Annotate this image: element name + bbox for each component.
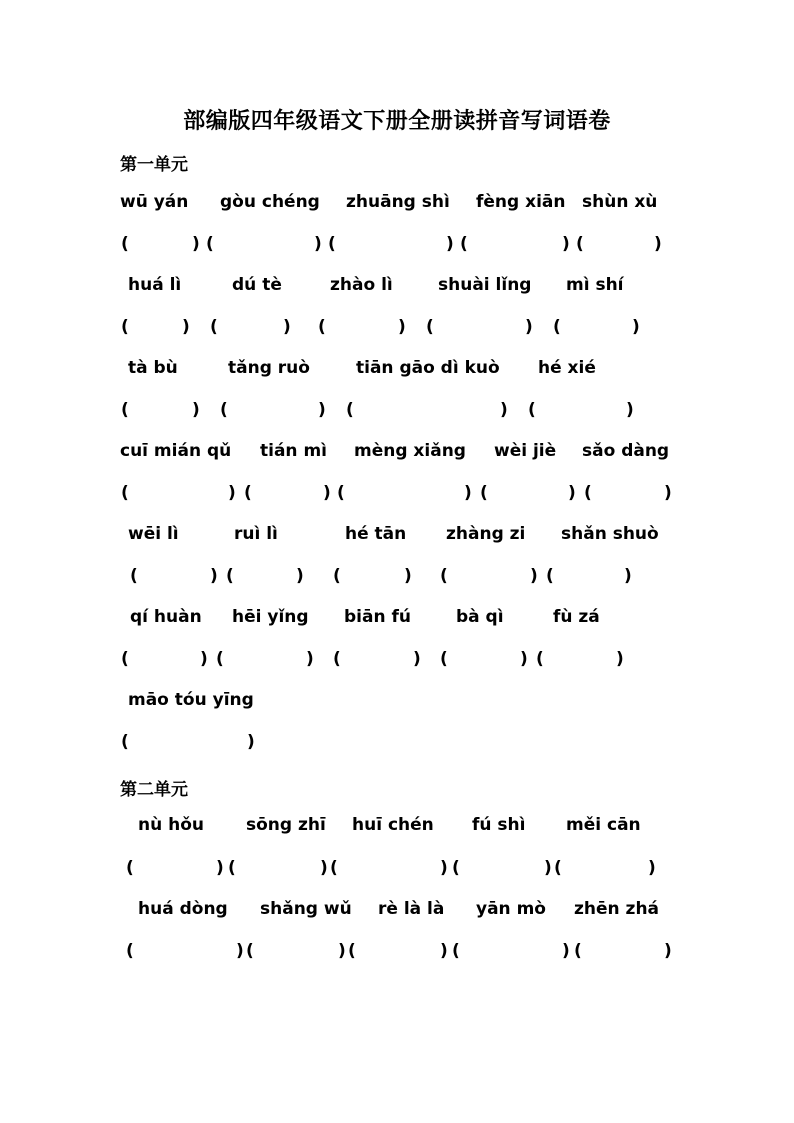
close-paren: ) <box>318 400 326 420</box>
open-paren: ( <box>440 566 448 586</box>
close-paren: ) <box>440 941 448 961</box>
pinyin-word: qí huàn <box>130 607 202 627</box>
pinyin-word: wū yán <box>120 192 189 212</box>
pinyin-word: cuī mián qǔ <box>120 441 232 461</box>
open-paren: ( <box>440 649 448 669</box>
open-paren: ( <box>330 858 338 878</box>
pinyin-word: sǎo dàng <box>582 441 670 461</box>
close-paren: ) <box>306 649 314 669</box>
open-paren: ( <box>452 941 460 961</box>
open-paren: ( <box>126 858 134 878</box>
pinyin-word: shǎng wǔ <box>260 899 352 919</box>
pinyin-word: huá lì <box>128 275 182 295</box>
section-heading: 第一单元 <box>120 155 188 175</box>
open-paren: ( <box>553 317 561 337</box>
pinyin-word: shuài lǐng <box>438 275 532 295</box>
close-paren: ) <box>648 858 656 878</box>
open-paren: ( <box>210 317 218 337</box>
open-paren: ( <box>216 649 224 669</box>
pinyin-word: tǎng ruò <box>228 358 310 378</box>
close-paren: ) <box>210 566 218 586</box>
open-paren: ( <box>536 649 544 669</box>
pinyin-word: biān fú <box>344 607 411 627</box>
pinyin-word: hé tān <box>345 524 407 544</box>
pinyin-word: fèng xiān <box>476 192 566 212</box>
open-paren: ( <box>318 317 326 337</box>
pinyin-word: měi cān <box>566 815 641 835</box>
close-paren: ) <box>247 732 255 752</box>
open-paren: ( <box>328 234 336 254</box>
open-paren: ( <box>426 317 434 337</box>
pinyin-word: mì shí <box>566 275 624 295</box>
close-paren: ) <box>664 941 672 961</box>
close-paren: ) <box>440 858 448 878</box>
close-paren: ) <box>404 566 412 586</box>
close-paren: ) <box>296 566 304 586</box>
open-paren: ( <box>546 566 554 586</box>
close-paren: ) <box>500 400 508 420</box>
close-paren: ) <box>338 941 346 961</box>
page-title: 部编版四年级语文下册全册读拼音写词语卷 <box>183 109 611 134</box>
open-paren: ( <box>554 858 562 878</box>
close-paren: ) <box>398 317 406 337</box>
pinyin-word: zhēn zhá <box>574 899 660 919</box>
pinyin-word: rè là là <box>378 899 445 919</box>
open-paren: ( <box>528 400 536 420</box>
open-paren: ( <box>121 649 129 669</box>
open-paren: ( <box>333 649 341 669</box>
open-paren: ( <box>206 234 214 254</box>
close-paren: ) <box>182 317 190 337</box>
pinyin-word: fù zá <box>553 607 600 627</box>
section-heading: 第二单元 <box>120 780 188 800</box>
open-paren: ( <box>574 941 582 961</box>
pinyin-word: shǎn shuò <box>561 524 659 544</box>
open-paren: ( <box>480 483 488 503</box>
open-paren: ( <box>584 483 592 503</box>
open-paren: ( <box>126 941 134 961</box>
close-paren: ) <box>562 941 570 961</box>
pinyin-word: wèi jiè <box>494 441 557 461</box>
pinyin-word: hé xié <box>538 358 596 378</box>
close-paren: ) <box>464 483 472 503</box>
close-paren: ) <box>236 941 244 961</box>
pinyin-word: ruì lì <box>234 524 278 544</box>
close-paren: ) <box>544 858 552 878</box>
close-paren: ) <box>314 234 322 254</box>
pinyin-word: yān mò <box>476 899 546 919</box>
pinyin-word: wēi lì <box>128 524 179 544</box>
close-paren: ) <box>192 234 200 254</box>
close-paren: ) <box>200 649 208 669</box>
close-paren: ) <box>632 317 640 337</box>
close-paren: ) <box>626 400 634 420</box>
open-paren: ( <box>121 400 129 420</box>
close-paren: ) <box>520 649 528 669</box>
open-paren: ( <box>337 483 345 503</box>
close-paren: ) <box>446 234 454 254</box>
open-paren: ( <box>130 566 138 586</box>
open-paren: ( <box>244 483 252 503</box>
close-paren: ) <box>654 234 662 254</box>
close-paren: ) <box>562 234 570 254</box>
pinyin-word: tà bù <box>128 358 178 378</box>
close-paren: ) <box>568 483 576 503</box>
open-paren: ( <box>452 858 460 878</box>
pinyin-word: mèng xiǎng <box>354 441 466 461</box>
open-paren: ( <box>228 858 236 878</box>
open-paren: ( <box>348 941 356 961</box>
close-paren: ) <box>216 858 224 878</box>
close-paren: ) <box>530 566 538 586</box>
open-paren: ( <box>121 317 129 337</box>
pinyin-word: zhào lì <box>330 275 393 295</box>
open-paren: ( <box>226 566 234 586</box>
pinyin-word: bà qì <box>456 607 504 627</box>
close-paren: ) <box>323 483 331 503</box>
open-paren: ( <box>576 234 584 254</box>
close-paren: ) <box>228 483 236 503</box>
close-paren: ) <box>283 317 291 337</box>
close-paren: ) <box>624 566 632 586</box>
pinyin-word: sōng zhī <box>246 815 326 835</box>
pinyin-word: nù hǒu <box>138 815 205 835</box>
pinyin-word: fú shì <box>472 815 526 835</box>
open-paren: ( <box>121 483 129 503</box>
open-paren: ( <box>460 234 468 254</box>
close-paren: ) <box>616 649 624 669</box>
pinyin-word: tiān gāo dì kuò <box>356 358 500 378</box>
open-paren: ( <box>121 234 129 254</box>
close-paren: ) <box>413 649 421 669</box>
open-paren: ( <box>346 400 354 420</box>
close-paren: ) <box>192 400 200 420</box>
close-paren: ) <box>320 858 328 878</box>
pinyin-word: shùn xù <box>582 192 658 212</box>
pinyin-word: tián mì <box>260 441 327 461</box>
open-paren: ( <box>121 732 129 752</box>
pinyin-word: zhuāng shì <box>346 192 450 212</box>
pinyin-word: huī chén <box>352 815 434 835</box>
pinyin-word: māo tóu yīng <box>128 690 254 710</box>
pinyin-word: dú tè <box>232 275 282 295</box>
pinyin-word: gòu chéng <box>220 192 320 212</box>
close-paren: ) <box>525 317 533 337</box>
close-paren: ) <box>664 483 672 503</box>
pinyin-word: hēi yǐng <box>232 607 309 627</box>
open-paren: ( <box>246 941 254 961</box>
open-paren: ( <box>333 566 341 586</box>
open-paren: ( <box>220 400 228 420</box>
pinyin-word: huá dòng <box>138 899 228 919</box>
pinyin-word: zhàng zi <box>446 524 526 544</box>
